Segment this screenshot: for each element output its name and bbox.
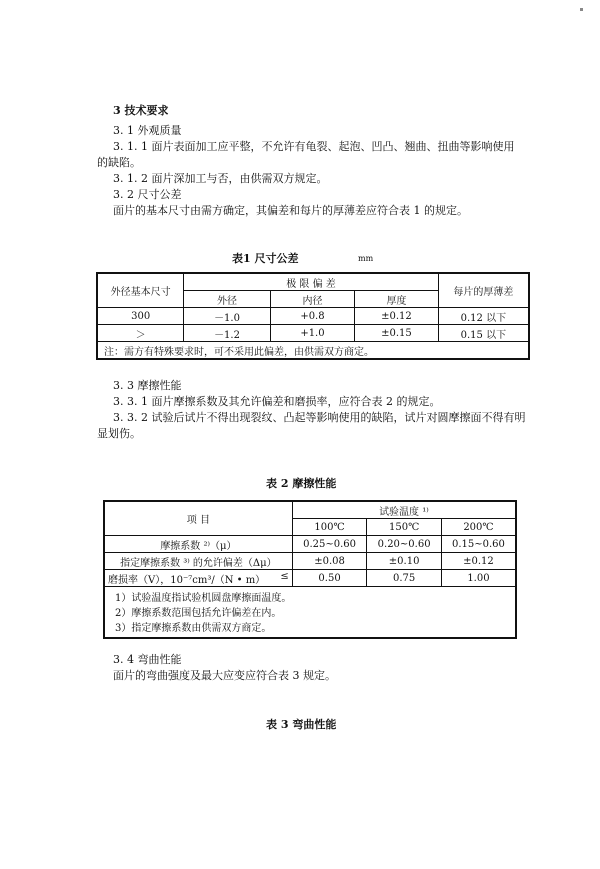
table1-cell: 0.15 以下 — [438, 325, 529, 342]
clause-3-1: 3. 1 外观质量 — [113, 124, 182, 137]
table2-header-test-temp: 试验温度 ¹⁾ — [292, 501, 516, 519]
table2-row-label: 摩擦系数 ²⁾（μ） — [104, 536, 292, 553]
clause-3-1-1-line1: 3. 1. 1 面片表面加工应平整，不允许有龟裂、起泡、凹凸、翘曲、扭曲等影响使用 — [113, 140, 515, 153]
clause-3-2: 3. 2 尺寸公差 — [113, 188, 182, 201]
table1-cell: ＞ — [97, 325, 184, 342]
wear-rate-label: 磨损率（V），10⁻⁷cm³/（N • m） — [108, 574, 266, 586]
table-row — [104, 570, 516, 587]
table1-header-basic-size: 外径基本尺寸 — [97, 273, 184, 308]
table2-header-temp: 150℃ — [367, 519, 442, 536]
table1-header-thickness: 厚度 — [355, 291, 439, 308]
table2-header-item: 项 目 — [104, 501, 292, 536]
table1-header-tolerance: 极 限 偏 差 — [184, 273, 438, 291]
table-row — [104, 536, 516, 553]
table2-note: 2）摩擦系数范围包括允许偏差在内。 — [104, 604, 516, 619]
table1-header-thickness-diff: 每片的厚薄差 — [438, 273, 529, 308]
table1-cell: －1.2 — [184, 325, 270, 342]
table1-cell: 0.12 以下 — [438, 308, 529, 325]
table3-caption: 表 3 弯曲性能 — [266, 718, 337, 731]
scan-mark — [580, 8, 583, 11]
table-row — [97, 308, 529, 325]
table2-header-temp: 100℃ — [292, 519, 367, 536]
table2-cell: 1.00 — [441, 570, 516, 587]
table2-friction-performance — [103, 500, 517, 639]
section-heading: 3 技术要求 — [113, 104, 169, 117]
table1-caption: 表1 尺寸公差 — [232, 252, 299, 265]
clause-3-3-2-line2: 显划伤。 — [97, 427, 141, 440]
table2-cell: ±0.08 — [292, 553, 367, 570]
table-row — [104, 553, 516, 570]
table2-cell: 0.20~0.60 — [367, 536, 442, 553]
table-row — [97, 325, 529, 342]
table1-cell: －1.0 — [184, 308, 270, 325]
less-equal-symbol: ≤ — [280, 570, 289, 582]
table1-cell: +1.0 — [270, 325, 354, 342]
table2-cell: 0.25~0.60 — [292, 536, 367, 553]
table1-cell: +0.8 — [270, 308, 354, 325]
table1-cell: ±0.12 — [355, 308, 439, 325]
table2-cell: 0.15~0.60 — [441, 536, 516, 553]
clause-3-4-text: 面片的弯曲强度及最大应变应符合表 3 规定。 — [113, 669, 336, 682]
table2-note: 1）试验温度指试验机圆盘摩擦面温度。 — [104, 587, 516, 605]
table2-cell: 0.50 — [292, 570, 367, 587]
table1-dimension-tolerance — [96, 272, 530, 360]
clause-3-3-2-line1: 3. 3. 2 试验后试片不得出现裂纹、凸起等影响使用的缺陷，试片对圆摩擦面不得有明 — [113, 411, 526, 424]
table1-unit: mm — [358, 254, 374, 263]
table2-cell: ±0.10 — [367, 553, 442, 570]
table2-caption: 表 2 摩擦性能 — [266, 477, 337, 490]
table2-note: 3）指定摩擦系数由供需双方商定。 — [104, 619, 516, 638]
clause-3-1-2: 3. 1. 2 面片深加工与否，由供需双方规定。 — [113, 172, 328, 185]
clause-3-2-text: 面片的基本尺寸由需方确定，其偏差和每片的厚薄差应符合表 1 的规定。 — [113, 204, 468, 217]
table1-note: 注：需方有特殊要求时，可不采用此偏差，由供需双方商定。 — [97, 342, 529, 360]
table1-header-outer: 外径 — [184, 291, 270, 308]
table2-row-label: 指定摩擦系数 ³⁾ 的允许偏差（Δμ） — [104, 553, 292, 570]
table1-cell: 300 — [97, 308, 184, 325]
table1-header-inner: 内径 — [270, 291, 354, 308]
clause-3-1-1-line2: 的缺陷。 — [97, 156, 141, 169]
table1-cell: ±0.15 — [355, 325, 439, 342]
table2-header-temp: 200℃ — [441, 519, 516, 536]
clause-3-3-1: 3. 3. 1 面片摩擦系数及其允许偏差和磨损率，应符合表 2 的规定。 — [113, 395, 441, 408]
table2-row-label — [104, 570, 292, 587]
table2-cell: ±0.12 — [441, 553, 516, 570]
table2-cell: 0.75 — [367, 570, 442, 587]
clause-3-4: 3. 4 弯曲性能 — [113, 653, 182, 666]
clause-3-3: 3. 3 摩擦性能 — [113, 379, 182, 392]
